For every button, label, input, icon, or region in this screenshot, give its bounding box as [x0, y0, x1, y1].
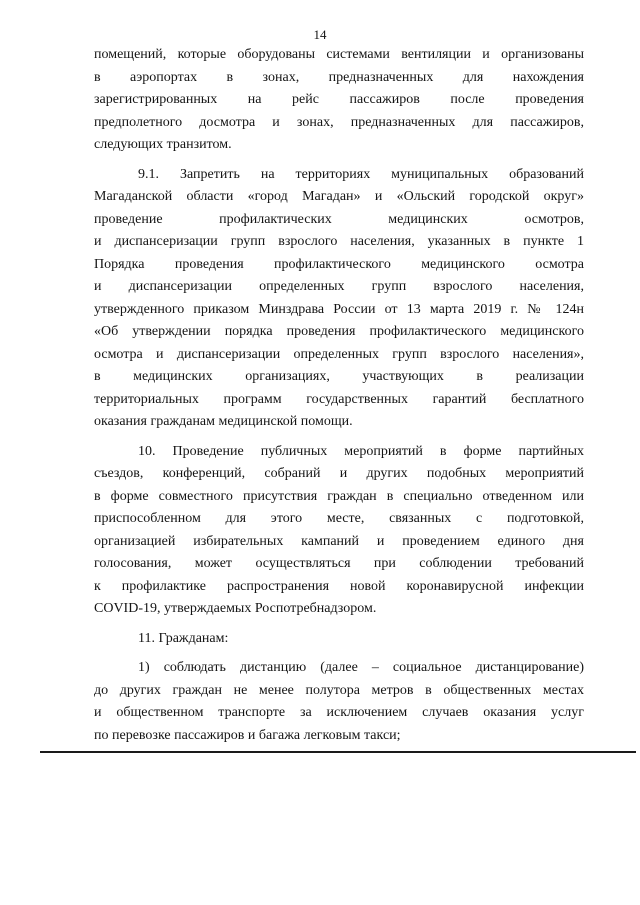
text-line: голосования, может осуществляться при соблюдении требований — [94, 556, 584, 571]
text-line: в форме совместного присутствия граждан в специально отведенном или — [94, 488, 584, 504]
paragraph-10 — [94, 441, 584, 621]
text-line: в медицинских организациях, участвующих в реализации — [94, 369, 584, 384]
text-line: организацией избирательных кампаний и проведением единого дня — [94, 533, 584, 549]
text-line: 9.1. Запретить на территориях муниципальных образований — [138, 166, 584, 182]
text-line: COVID-19, утверждаемых Роспотребнадзором. — [94, 601, 377, 616]
paragraph-11 — [94, 628, 584, 651]
paragraph-11-1 — [94, 657, 584, 747]
text-line: проведение профилактических медицинских осмотров, — [94, 211, 584, 227]
text-line: зарегистрированных на рейс пассажиров после проведения — [94, 92, 584, 107]
text-line: до других граждан не менее полутора метров в общественных местах — [94, 682, 584, 698]
text-line: Магаданской области «город Магадан» и «Ольский городской округ» — [94, 189, 584, 204]
text-line: съездов, конференций, собраний и других подобных мероприятий — [94, 466, 584, 481]
paragraph-9-1 — [94, 164, 584, 434]
paragraph-continuation — [94, 44, 584, 157]
text-line: в аэропортах в зонах, предназначенных для нахождения — [94, 69, 584, 85]
text-line: следующих транзитом. — [94, 137, 232, 152]
text-line: утвержденного приказом Минздрава России от 13 марта 2019 г. № 124н — [94, 301, 584, 317]
text-line: и диспансеризации групп взрослого населения, указанных в пункте 1 — [94, 234, 584, 249]
text-line: «Об утверждении порядка проведения профилактического медицинского — [94, 324, 584, 339]
text-line: и общественном транспорте за исключением случаев оказания услуг — [94, 705, 584, 720]
text-line: помещений, которые оборудованы системами вентиляции и организованы — [94, 47, 584, 62]
text-line: 1) соблюдать дистанцию (далее – социальное дистанцирование) — [138, 660, 584, 675]
footer-divider — [40, 751, 636, 753]
text-line: 11. Гражданам: — [138, 630, 229, 646]
document-body — [94, 44, 584, 754]
text-line: предполетного досмотра и зонах, предназначенных для пассажиров, — [94, 114, 584, 130]
text-line: приспособленном для этого месте, связанных с подготовкой, — [94, 511, 584, 526]
text-line: 10. Проведение публичных мероприятий в форме партийных — [138, 443, 584, 459]
text-line: Порядка проведения профилактического медицинского осмотра — [94, 256, 584, 272]
text-line: осмотра и диспансеризации определенных групп взрослого населения», — [94, 346, 584, 362]
text-line: и диспансеризации определенных групп взрослого населения, — [94, 279, 584, 294]
text-line: по перевозке пассажиров и багажа легковым такси; — [94, 727, 401, 743]
text-line: к профилактике распространения новой коронавирусной инфекции — [94, 578, 584, 594]
text-line: оказания гражданам медицинской помощи. — [94, 414, 353, 429]
page-number: 14 — [313, 27, 327, 42]
text-line: территориальных программ государственных гарантий бесплатного — [94, 391, 584, 407]
